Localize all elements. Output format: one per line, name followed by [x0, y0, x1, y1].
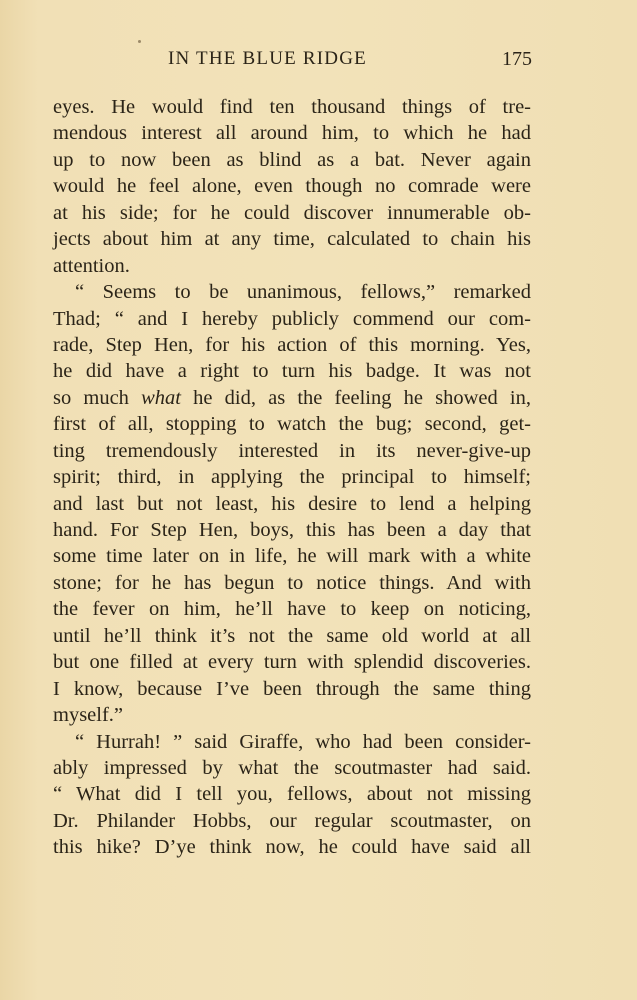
text-line: ting tremendously interested in its never-give-up [53, 439, 531, 462]
text-line: up to now been as blind as a bat. Never again [53, 148, 531, 171]
text-line: until he’ll think it’s not the same old world at all [53, 624, 531, 647]
text-line: the fever on him, he’ll have to keep on noticing, [53, 598, 531, 621]
running-head: IN THE BLUE RIDGE [168, 48, 367, 69]
text-line: Thad; “ and I hereby publicly commend our com- [53, 307, 531, 330]
text-line: myself.” [53, 704, 124, 727]
body-text [53, 94, 531, 861]
text-line: ably impressed by what the scoutmaster had said. [53, 756, 531, 779]
page-header [0, 48, 637, 78]
text-line: Dr. Philander Hobbs, our regular scoutmaster, on [53, 809, 531, 832]
text-line: stone; for he has begun to notice things. And with [53, 571, 531, 594]
text-line: “ Hurrah! ” said Giraffe, who had been consider- [75, 730, 531, 753]
text-line: but one filled at every turn with splendid discoveries. [53, 651, 531, 674]
emphasized-word: what [141, 386, 181, 409]
text-line [53, 385, 531, 411]
text-line: eyes. He would find ten thousand things of tre- [53, 96, 531, 118]
text-line: “ What did I tell you, fellows, about not missing [53, 783, 531, 806]
text-run: so much [53, 386, 142, 409]
text-line: I know, because I’ve been through the same thing [53, 677, 531, 700]
text-line: at his side; for he could discover innumerable ob- [53, 201, 531, 224]
text-line: rade, Step Hen, for his action of this morning. Yes, [53, 333, 531, 356]
paper-speck [138, 40, 141, 43]
text-line: spirit; third, in applying the principal to himself; [53, 466, 531, 489]
text-line: he did have a right to turn his badge. It was not [53, 360, 531, 383]
text-line: this hike? D’ye think now, he could have said all [53, 836, 531, 859]
text-line: and last but not least, his desire to lend a helping [53, 492, 531, 515]
text-run: he did, as the feeling he showed in, [180, 386, 531, 409]
text-line: some time later on in life, he will mark with a white [53, 545, 531, 568]
text-line: mendous interest all around him, to which he had [53, 122, 531, 145]
text-line: “ Seems to be unanimous, fellows,” remarked [75, 281, 531, 304]
text-line: first of all, stopping to watch the bug; second, get- [53, 413, 531, 436]
text-line: hand. For Step Hen, boys, this has been a day that [53, 519, 531, 541]
text-line: attention. [53, 254, 130, 277]
text-line: would he feel alone, even though no comrade were [53, 175, 531, 198]
page-number: 175 [502, 48, 532, 70]
text-line: jects about him at any time, calculated to chain his [53, 228, 531, 251]
